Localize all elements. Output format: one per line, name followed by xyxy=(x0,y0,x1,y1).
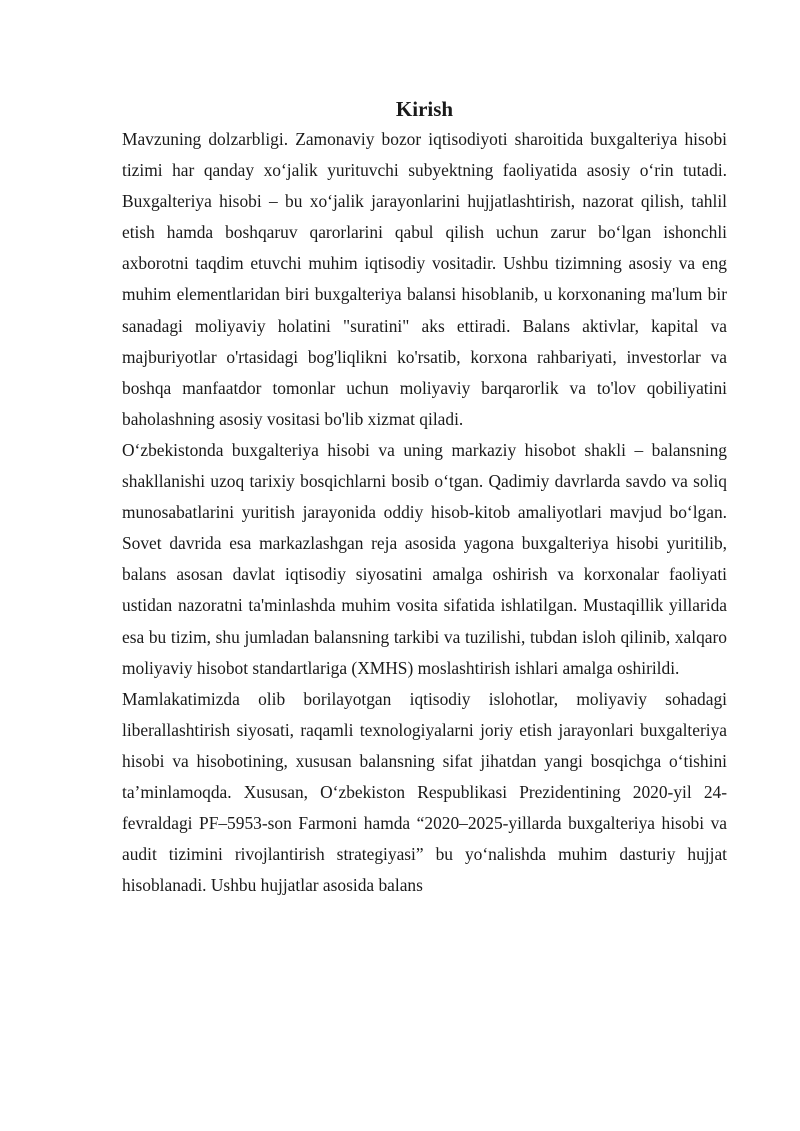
paragraph-relevance: Mavzuning dolzarbligi. Zamonaviy bozor iqtisodiyoti sharoitida buxgalteriya hisobi tizimi har qanday xoʻjalik yurituvchi subyektning faoliyatida asosiy oʻrin tutadi. Buxgalteriya hisobi – bu xoʻjalik jarayonlarini hujjatlashtirish, nazorat qilish, tahlil etish hamda boshqaruv qarorlarini qabul qilish uchun zarur boʻlgan ishonchli axborotni taqdim etuvchi muhim iqtisodiy vositadir. Ushbu tizimning asosiy va eng muhim elementlaridan biri buxgalteriya balansi hisoblanib, u korxonaning ma'lum bir sanadagi moliyaviy holatini "suratini" aks ettiradi. Balans aktivlar, kapital va majburiyotlar o'rtasidagi bog'liqlikni ko'rsatib, korxona rahbariyati, investorlar va boshqa manfaatdor tomonlar uchun moliyaviy barqarorlik va to'lov qobiliyatini baholashning asosiy vositasi bo'lib xizmat qiladi. xyxy=(122,129,727,429)
paragraph-reforms: Mamlakatimizda olib borilayotgan iqtisodiy islohotlar, moliyaviy sohadagi liberallashtirish siyosati, raqamli texnologiyalarni joriy etish jarayonlari buxgalteriya hisobi va hisobotining, xususan balansning sifat jihatdan yangi bosqichga oʻtishini ta’minlamoqda. Xususan, Oʻzbekiston Respublikasi Prezidentining 2020-yil 24-fevraldagi PF–5953-son Farmoni hamda “2020–2025-yillarda buxgalteriya hisobi va audit tizimini rivojlantirish strategiyasi” bu yoʻnalishda muhim dasturiy hujjat hisoblanadi. Ushbu hujjatlar asosida balans xyxy=(122,688,727,896)
document-page xyxy=(122,95,727,901)
page-title: Kirish xyxy=(395,97,454,121)
paragraph-history: Oʻzbekistonda buxgalteriya hisobi va uning markaziy hisobot shakli – balansning shakllanishi uzoq tarixiy bosqichlarni bosib oʻtgan. Qadimiy davrlarda savdo va soliq munosabatlarini yuritish jarayonida oddiy hisob-kitob amaliyotlari mavjud boʻlgan. Sovet davrida esa markazlashgan reja asosida yagona buxgalteriya hisobi yuritilib, balans asosan davlat iqtisodiy siyosatini amalga oshirish va korxonalar faoliyati ustidan nazoratni ta'minlashda muhim vosita sifatida ishlatilgan. Mustaqillik yillarida esa bu tizim, shu jumladan balansning tarkibi va tuzilishi, tubdan isloh qilinib, xalqaro moliyaviy hisobot standartlariga (XMHS) moslashtirish ishlari amalga oshirildi. xyxy=(122,439,727,678)
